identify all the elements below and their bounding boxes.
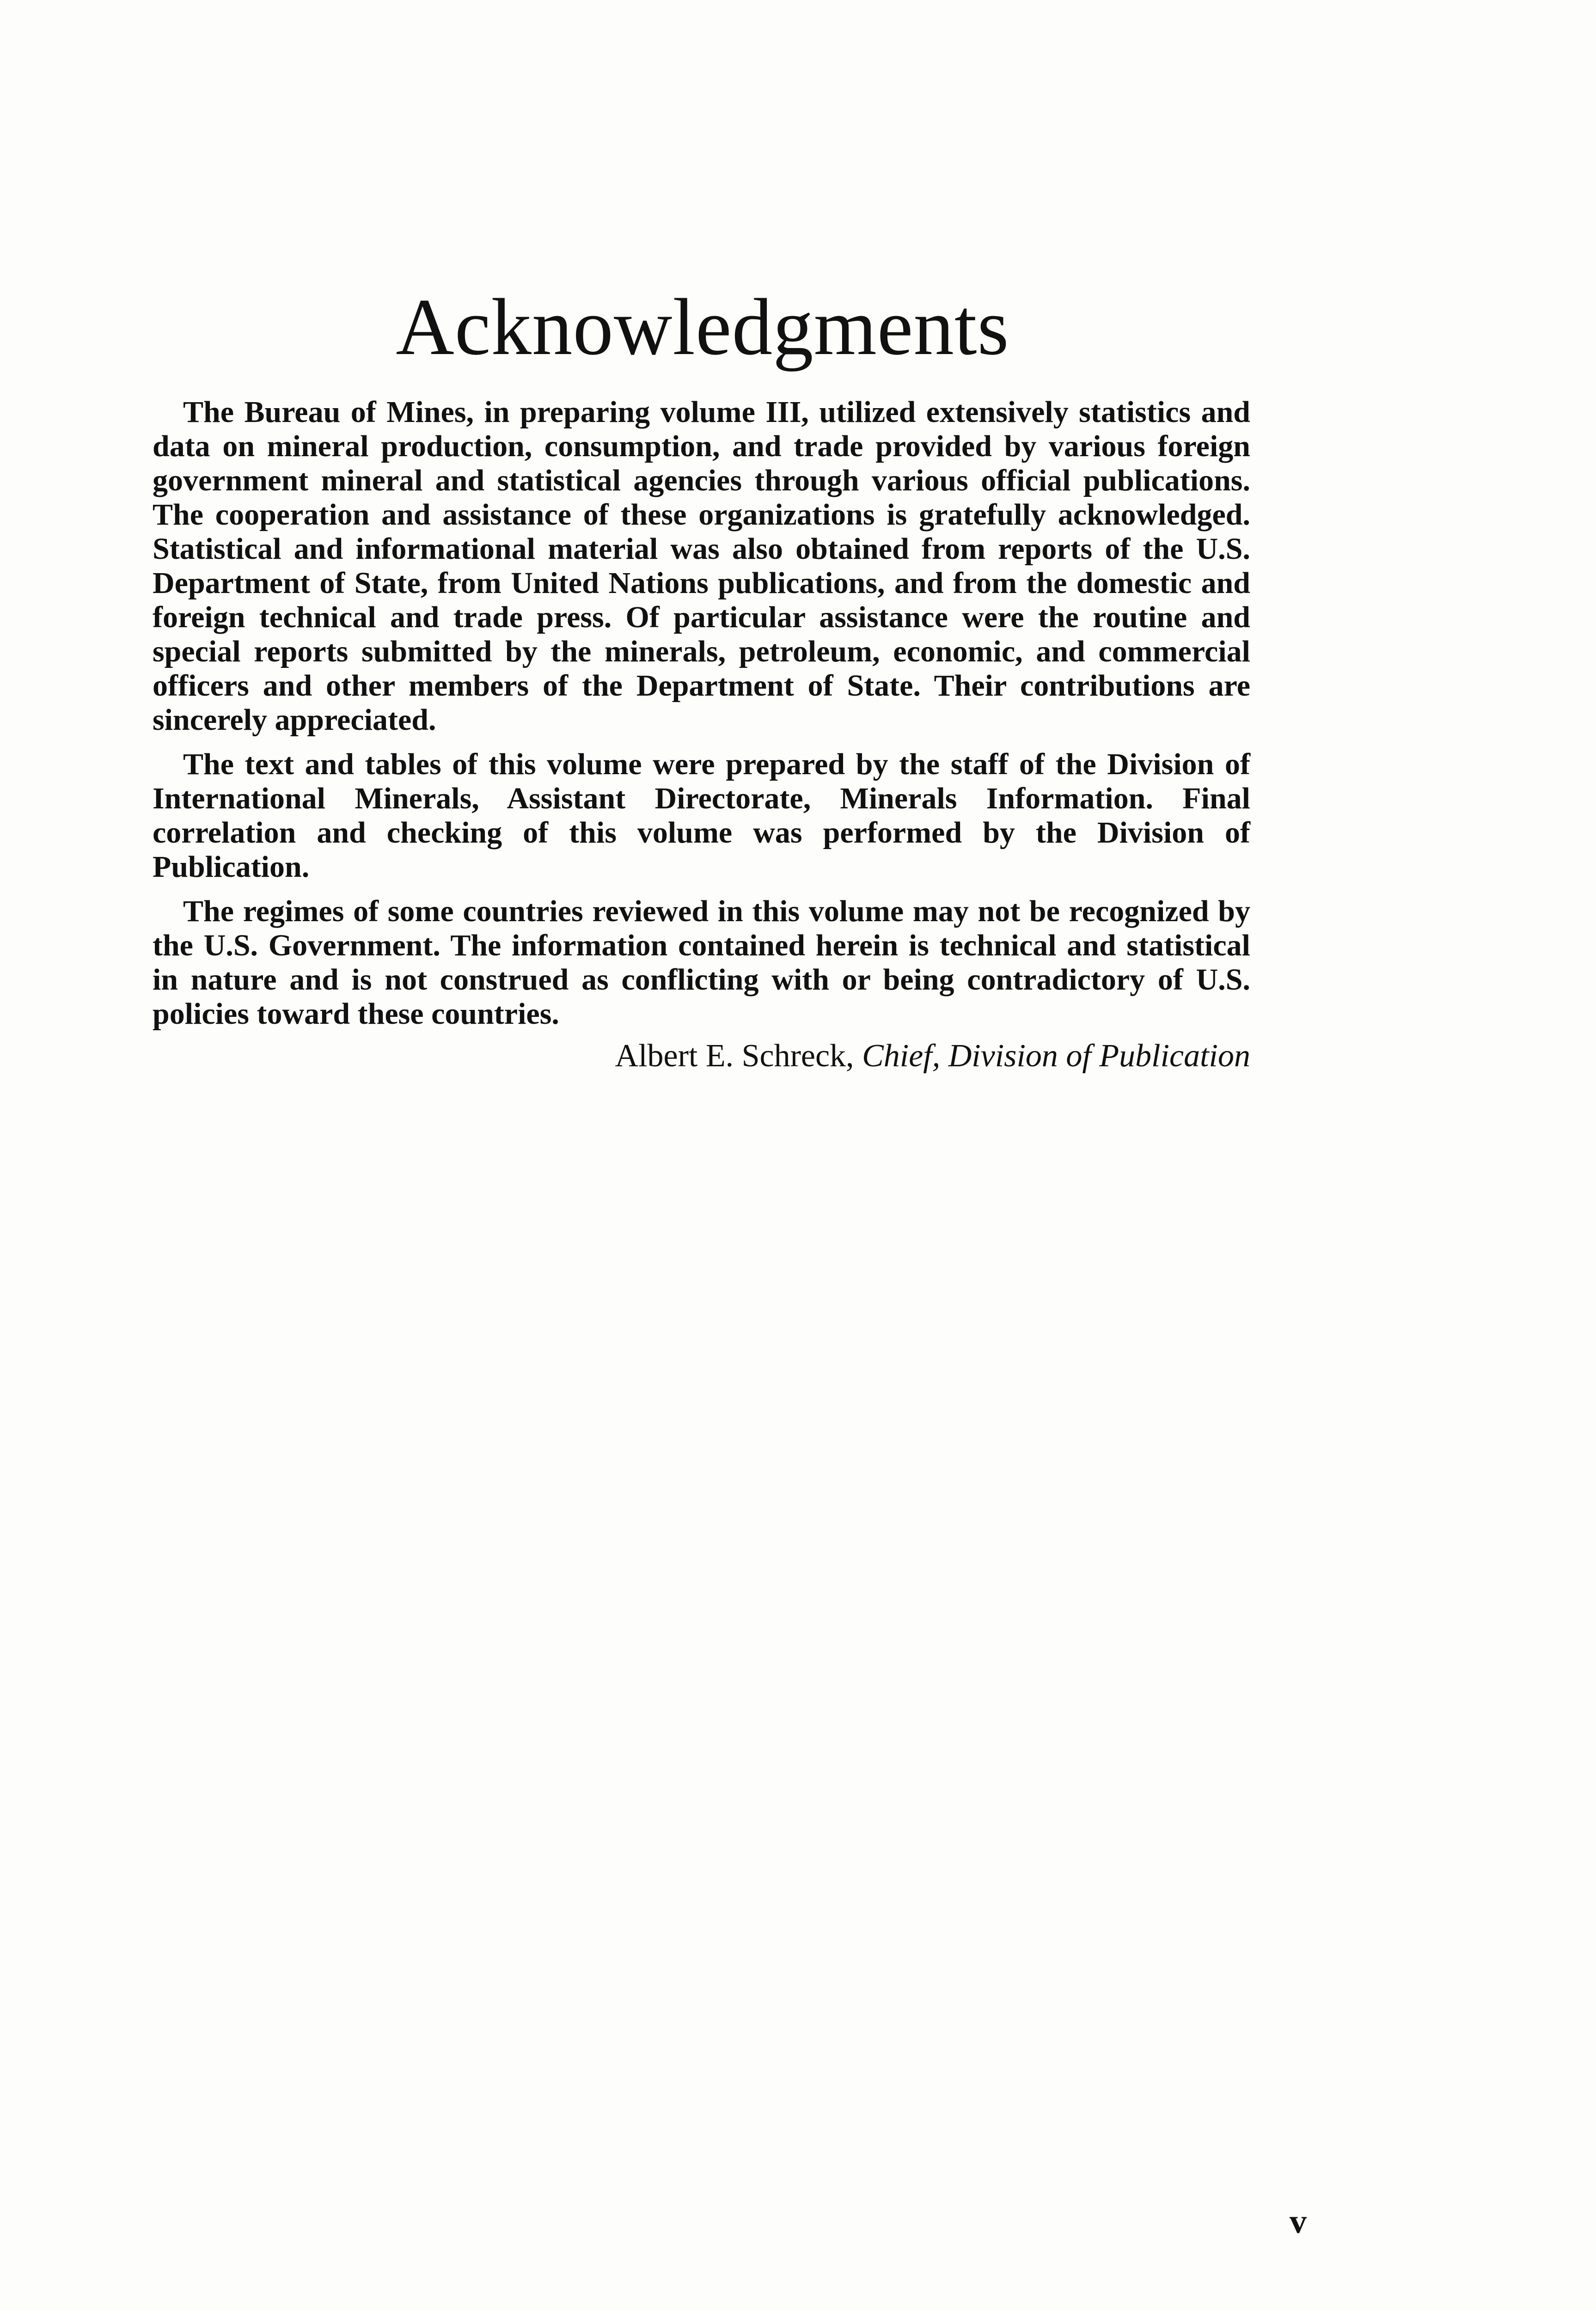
- paragraph-staff: The text and tables of this volume were prepared by the staff of the Division of International Minerals, Assistant Directorate, Minerals Information. Final correlation and checking of this volume was performed by the Division of Publication.: [153, 747, 1250, 884]
- signature-name: Albert E. Schreck,: [615, 1038, 854, 1074]
- paragraph-sources: The Bureau of Mines, in preparing volume III, utilized extensively statistics and data on mineral production, consumption, and trade provided by various foreign government mineral and statistical agencies through various official publications. The cooperation and assistance of these organizations is gratefully acknowledged. Statistical and informational material was also obtained from reports of the U.S. Department of State, from United Nations publications, and from the domestic and foreign technical and trade press. Of particular assistance were the routine and special reports submitted by the minerals, petroleum, economic, and commercial officers and other members of the Department of State. Their contributions are sincerely appreciated.: [153, 395, 1250, 737]
- page-title: Acknowledgments: [396, 282, 1009, 372]
- paragraph-disclaimer: The regimes of some countries reviewed in this volume may not be recognized by the U.S. Government. The information contained herein is technical and statistical in nature and is not construed as conflicting with or being contradictory of U.S. policies toward these countries.: [153, 894, 1250, 1031]
- signature-block: [153, 1038, 1250, 1075]
- page-number: v: [1290, 2203, 1307, 2241]
- acknowledgments-body: [153, 395, 1250, 1041]
- signature-role: Chief, Division of Publication: [862, 1038, 1250, 1074]
